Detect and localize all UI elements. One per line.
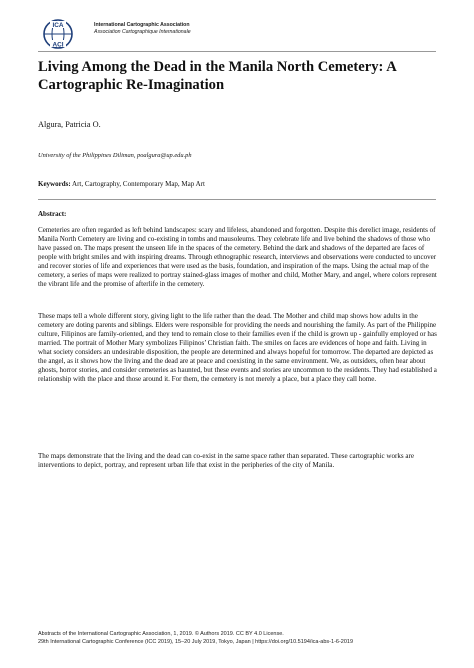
org-name-en: International Cartographic Association — [94, 22, 190, 28]
abstract-paragraph-1: Cemeteries are often regarded as left behind landscapes: scary and lifeless, abandoned and forgotten. Despite this derelict image, residents of Manila North Cemetery are living and co-existing in tombs and mausoleums. They celebrate life and live behind the shadows of those who have passed on. The maps present the unseen life in the spaces of the cemetery. Behind the dark and shadows of the departed are faces of people with bright smiles and with inspiring dreams. Through ethnographic research, interviews and observations were conducted to uncover and recover stories of life and experiences that were used as the basis, foundation, and inspiration of the maps. Using the actual map of the cemetery, a series of maps were realized to portray stained-glass images of mother and child, Mother Mary, and angel, where colors represent the vibrant life and the promise of afterlife in the cemetery. — [38, 226, 437, 289]
logo-text-top: ICA — [52, 22, 64, 29]
keywords-label: Keywords: — [38, 180, 71, 188]
paper-affiliation: University of the Philippines Diliman, poalgura@up.edu.ph — [38, 152, 192, 159]
paper-title: Living Among the Dead in the Manila North Cemetery: A Cartographic Re-Imagination — [38, 59, 396, 93]
section-divider — [38, 199, 436, 200]
footer-citation: Abstracts of the International Cartographic Association, 1, 2019. © Authors 2019. CC BY 4.0 License. — [38, 631, 284, 637]
logo-text-bottom: ACI — [52, 41, 64, 49]
abstract-paragraph-2: These maps tell a whole different story, giving light to the life rather than the dead. The Mother and child map shows how adults in the cemetery are doting parents and siblings. Elders were responsible for providing the needs and nourishing the family. As part of the Philippine culture, Filipinos are family-oriented, and they tend to remain close to their families even if the child is grown up - gainfully employed or has married. The portrait of Mother Mary symbolizes Filipinos’ Christian faith. The smiles on faces are evidences of hope and faith. Living in what society considers an undesirable disposition, the people are determined and always hopeful for tomorrow. The departed are depicted as the angel, as it shows how the living and the dead are at peace and coexisting in the same environment. We, as outsiders, often hear about ghosts, horror stories, and consider cemeteries as haunted, but these events and stories are uncommon to the residents. They had established a relationship with the place and those around it. For them, the cemetery is not merely a place, but a place they call home. — [38, 312, 437, 384]
page-header — [38, 16, 436, 52]
org-name-fr: Association Cartographique Internationale — [94, 29, 191, 35]
header-divider — [38, 51, 436, 52]
footer-conference: 29th International Cartographic Conference (ICC 2019), 15–20 July 2019, Tokyo, Japan | https://doi.org/10.5194/ica-abs-1-6-2019 — [38, 638, 354, 645]
keywords-list: Art, Cartography, Contemporary Map, Map Art — [72, 180, 205, 188]
org-name — [94, 22, 191, 36]
page-footer — [38, 631, 448, 646]
abstract-paragraph-3: The maps demonstrate that the living and the dead can co-exist in the same space rather than separated. These cartographic works are interventions to depict, portray, and represent urban life that exist in the peripheries of the city of Manila. — [38, 452, 414, 470]
keywords — [38, 180, 205, 188]
ica-logo-icon — [42, 18, 74, 50]
abstract-heading: Abstract: — [38, 210, 67, 218]
paper-authors: Algura, Patricia O. — [38, 120, 101, 129]
